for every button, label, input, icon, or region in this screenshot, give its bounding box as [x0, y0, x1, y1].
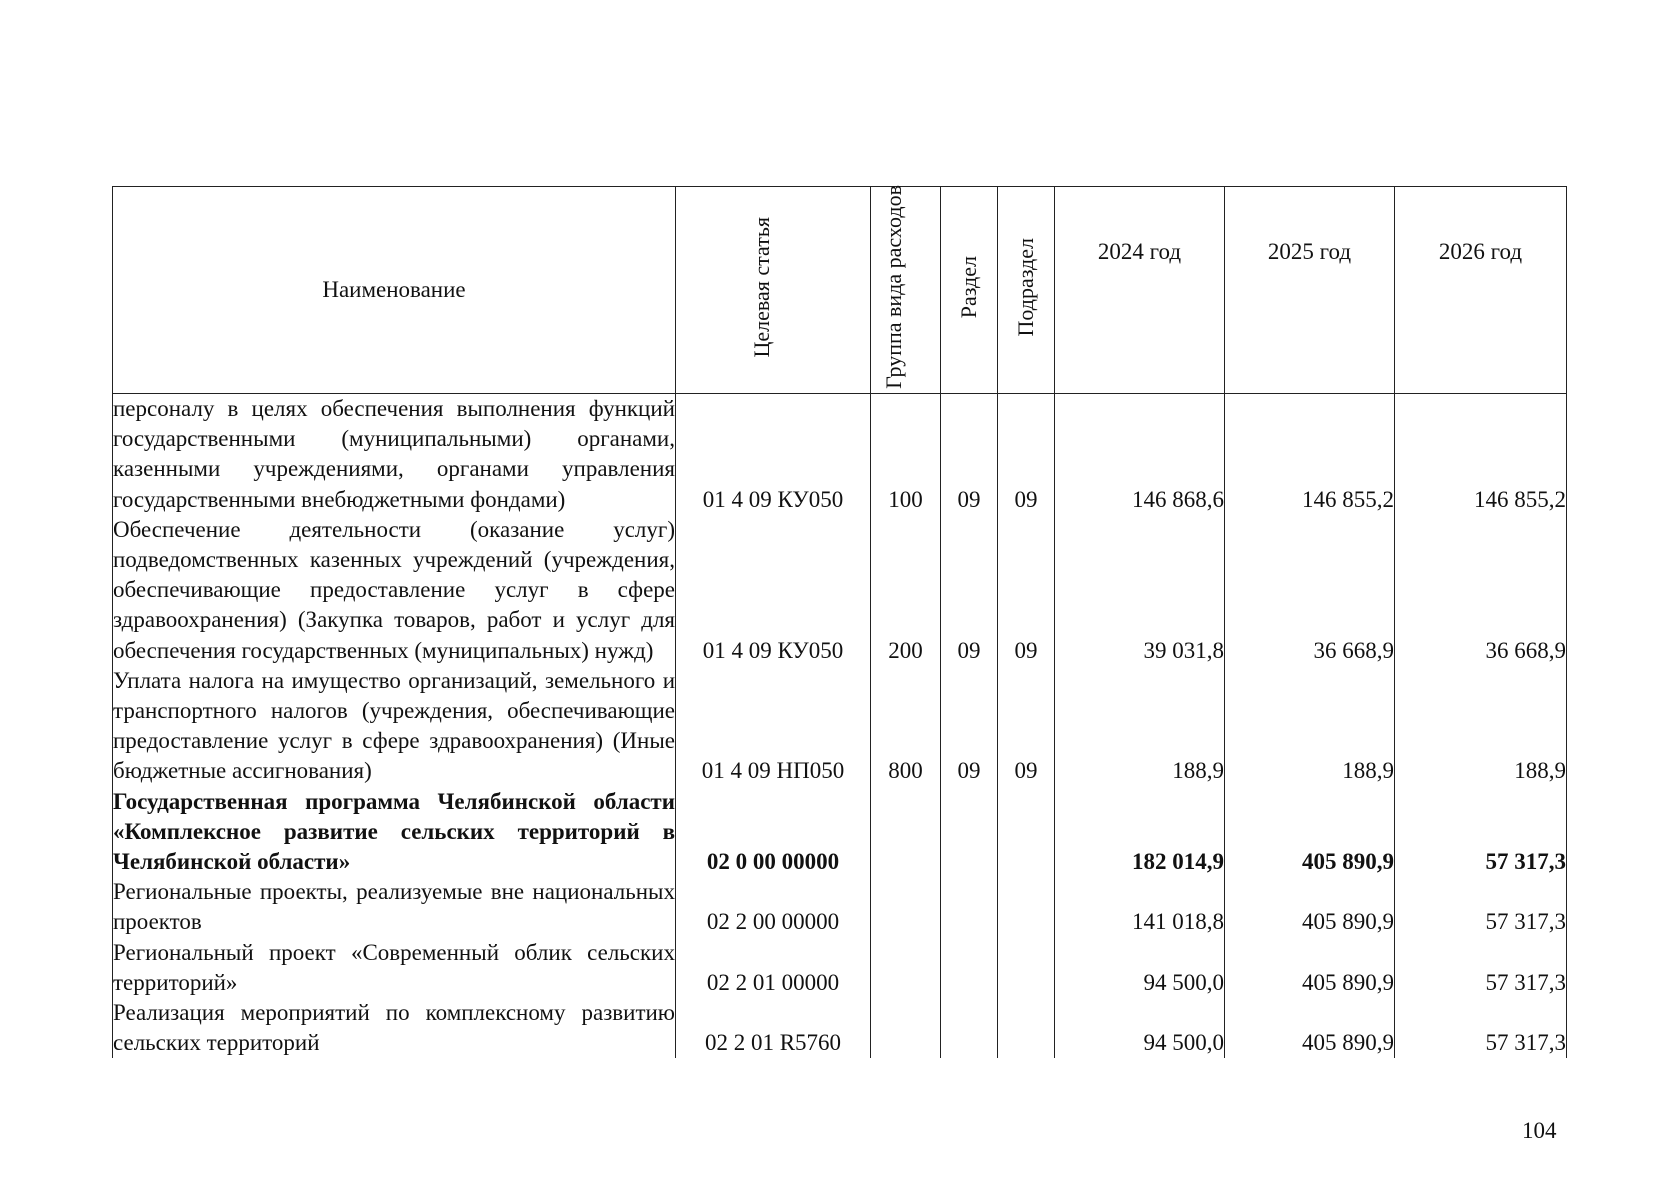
table-row: [113, 394, 1567, 515]
row-section: 09: [941, 666, 998, 787]
row-section: [941, 877, 998, 937]
header-name: Наименование: [113, 187, 676, 394]
row-code: 02 0 00 00000: [676, 787, 871, 878]
row-subsection: 09: [998, 666, 1055, 787]
row-2024: 94 500,0: [1055, 938, 1225, 998]
row-name: Региональные проекты, реализуемые вне национальных проектов: [113, 877, 676, 937]
row-section: [941, 938, 998, 998]
row-code: 01 4 09 НП050: [676, 666, 871, 787]
row-subsection: 09: [998, 394, 1055, 515]
row-section: [941, 998, 998, 1058]
header-section: [941, 187, 998, 394]
budget-table: [112, 186, 1567, 1058]
header-2026: 2026 год: [1395, 187, 1567, 394]
row-name: Региональный проект «Современный облик сельских территорий»: [113, 938, 676, 998]
row-2026: 146 855,2: [1395, 394, 1567, 515]
row-group: 200: [871, 515, 941, 666]
row-2026: 57 317,3: [1395, 938, 1567, 998]
header-2024: 2024 год: [1055, 187, 1225, 394]
row-name: персоналу в целях обеспечения выполнения функций государственными (муниципальными) органами, казенными учреждениями, органами управления государственными внебюджетными фондами): [113, 394, 676, 515]
row-code: 02 2 01 R5760: [676, 998, 871, 1058]
row-subsection: [998, 787, 1055, 878]
header-subsection: [998, 187, 1055, 394]
row-code: 01 4 09 КУ050: [676, 515, 871, 666]
row-2024: 94 500,0: [1055, 998, 1225, 1058]
row-subsection: [998, 938, 1055, 998]
header-target-article-label: Целевая статья: [749, 216, 774, 358]
row-2026: 57 317,3: [1395, 877, 1567, 937]
row-group: [871, 998, 941, 1058]
header-expense-group: [871, 187, 941, 394]
row-2026: 188,9: [1395, 666, 1567, 787]
row-2025: 405 890,9: [1225, 787, 1395, 878]
table-header-row: [113, 187, 1567, 394]
row-group: [871, 877, 941, 937]
row-group: [871, 938, 941, 998]
row-code: 02 2 00 00000: [676, 877, 871, 937]
header-target-article: [676, 187, 871, 394]
table-row: [113, 666, 1567, 787]
row-subsection: [998, 877, 1055, 937]
row-code: 01 4 09 КУ050: [676, 394, 871, 515]
row-2024: 141 018,8: [1055, 877, 1225, 937]
row-2026: 57 317,3: [1395, 998, 1567, 1058]
row-2025: 405 890,9: [1225, 877, 1395, 937]
header-2025: 2025 год: [1225, 187, 1395, 394]
row-subsection: [998, 998, 1055, 1058]
row-name: Уплата налога на имущество организаций, земельного и транспортного налогов (учреждения, обеспечивающие предоставление услуг в сфере здравоохранения) (Иные бюджетные ассигнования): [113, 666, 676, 787]
row-group: 100: [871, 394, 941, 515]
row-subsection: 09: [998, 515, 1055, 666]
row-2026: 57 317,3: [1395, 787, 1567, 878]
row-code: 02 2 01 00000: [676, 938, 871, 998]
table-row: [113, 515, 1567, 666]
row-2024: 188,9: [1055, 666, 1225, 787]
row-section: [941, 787, 998, 878]
row-2025: 36 668,9: [1225, 515, 1395, 666]
row-2024: 182 014,9: [1055, 787, 1225, 878]
row-group: 800: [871, 666, 941, 787]
row-2024: 39 031,8: [1055, 515, 1225, 666]
row-2026: 36 668,9: [1395, 515, 1567, 666]
table-row: [113, 998, 1567, 1058]
row-name: Реализация мероприятий по комплексному развитию сельских территорий: [113, 998, 676, 1058]
row-section: 09: [941, 515, 998, 666]
row-2024: 146 868,6: [1055, 394, 1225, 515]
row-section: 09: [941, 394, 998, 515]
table-row: [113, 938, 1567, 998]
page-number: 104: [1522, 1118, 1557, 1143]
row-group: [871, 787, 941, 878]
row-2025: 405 890,9: [1225, 998, 1395, 1058]
header-section-label: Раздел: [956, 255, 982, 319]
row-name: Обеспечение деятельности (оказание услуг) подведомственных казенных учреждений (учреждения, обеспечивающие предоставление услуг в сфере здравоохранения) (Закупка товаров, работ и услуг для обеспечения государственных (муниципальных) нужд): [113, 515, 676, 666]
row-2025: 188,9: [1225, 666, 1395, 787]
table-row: [113, 877, 1567, 937]
header-expense-group-label: Группа вида расходов: [880, 185, 906, 389]
table-row: [113, 787, 1567, 878]
row-2025: 405 890,9: [1225, 938, 1395, 998]
header-subsection-label: Подраздел: [1013, 237, 1039, 337]
row-name: Государственная программа Челябинской области «Комплексное развитие сельских территорий в Челябинской области»: [113, 787, 676, 878]
row-2025: 146 855,2: [1225, 394, 1395, 515]
